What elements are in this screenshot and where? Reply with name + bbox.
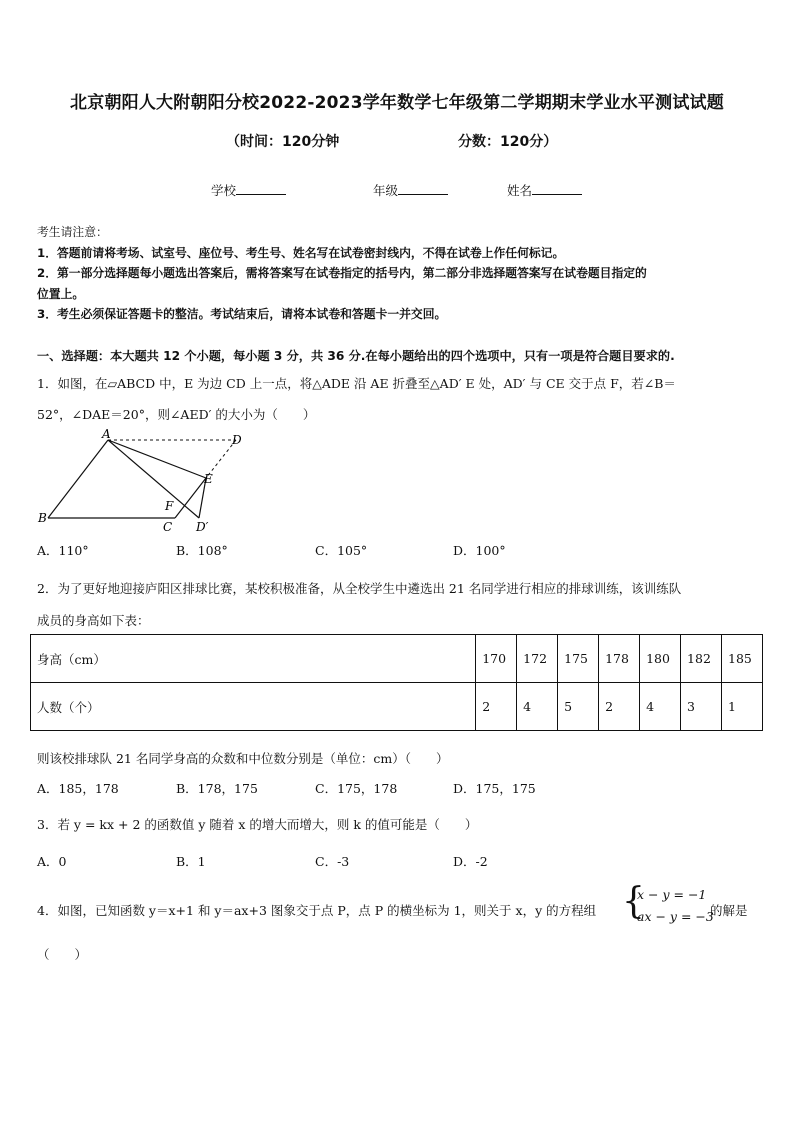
grade-blank[interactable] [398,182,448,195]
table-cell: 175 [558,635,599,683]
table-cell: 170 [476,635,517,683]
table-cell: 2 [599,683,640,731]
equation-1: x − y = −1 [637,887,707,902]
table-cell: 3 [681,683,722,731]
table-cell-header: 人数（个） [31,683,476,731]
q1-option-d[interactable]: D．100° [453,543,506,558]
q1-text-line1: 1．如图，在▱ABCD 中，E 为边 CD 上一点，将△ADE 沿 AE 折叠至△AD′ E 处，AD′ 与 CE 交于点 F，若∠B＝ [37,376,676,391]
notice-item: 位置上。 [37,286,85,301]
q2-question: 则该校排球队 21 名同学身高的众数和中位数分别是（单位：cm）（ ） [37,751,449,766]
edge-ab [48,440,108,518]
label-f: F [165,499,174,513]
q3-option-a[interactable]: A．0 [37,854,67,869]
school-label: 学校 [211,183,237,198]
q1-option-c[interactable]: C．105° [315,543,368,558]
q2-option-d[interactable]: D．175，175 [453,781,536,796]
q2-option-b[interactable]: B．178，175 [176,781,258,796]
label-c: C [163,520,173,534]
q4-text-line1: 4．如图，已知函数 y＝x+1 和 y＝ax+3 图象交于点 P，点 P 的横坐标为 1，则关于 x，y 的方程组 [37,903,597,918]
table-cell: 1 [722,683,763,731]
table-cell: 2 [476,683,517,731]
table-cell: 185 [722,635,763,683]
school-blank[interactable] [236,182,286,195]
label-e: E [204,472,213,486]
q1-parallelogram-figure [36,428,256,538]
name-blank[interactable] [532,182,582,195]
equation-system [637,884,714,928]
table-row [31,635,763,683]
q3-option-b[interactable]: B．1 [176,854,206,869]
q1-option-a[interactable]: A．110° [37,543,89,558]
name-label: 姓名 [507,183,533,198]
q4-text-tail: 的解是 [710,903,748,918]
grade-label: 年级 [373,183,399,198]
table-cell-header: 身高（cm） [31,635,476,683]
table-row [31,683,763,731]
q2-option-c[interactable]: C．175，178 [315,781,398,796]
name-field [507,181,582,199]
notice-block [37,222,762,325]
section-heading: 一、选择题：本大题共 12 个小题，每小题 3 分，共 36 分.在每小题给出的四个选项中，只有一项是符合题目要求的. [37,349,675,363]
equation-brace: { [622,881,645,922]
notice-heading: 考生请注意： [37,225,108,239]
q4-text-line2: （ ） [37,947,88,962]
school-field [211,181,286,199]
table-cell: 172 [517,635,558,683]
table-cell: 4 [640,683,681,731]
table-cell: 5 [558,683,599,731]
edge-ec [175,478,206,518]
label-d-prime: D′ [196,520,209,534]
notice-item: 3．考生必须保证答题卡的整洁。考试结束后，请将本试卷和答题卡一并交回。 [37,307,447,321]
edge-ad-prime [108,440,199,518]
table-cell: 178 [599,635,640,683]
q2-option-a[interactable]: A．185，178 [37,781,119,796]
q3-option-d[interactable]: D．-2 [453,854,488,869]
exam-score: 分数：120分） [458,134,558,150]
grade-field [373,181,448,199]
q2-text-line1: 2．为了更好地迎接庐阳区排球比赛，某校积极准备，从全校学生中遴选出 21 名同学进行相应的排球训练，该训练队 [37,581,682,596]
q1-text-line2: 52°，∠DAE＝20°，则∠AED′ 的大小为（ ） [37,407,316,422]
label-d: D [232,433,242,447]
page-title: 北京朝阳人大附朝阳分校2022-2023学年数学七年级第二学期期末学业水平测试试题 [70,93,724,113]
equation-2: ax − y = −3 [637,909,714,924]
table-cell: 180 [640,635,681,683]
fold-line-ae [108,440,206,478]
notice-item: 2．第一部分选择题每小题选出答案后，需将答案写在试卷指定的括号内，第二部分非选择题答案写在试卷题目指定的 [37,266,647,280]
exam-time: （时间：120分钟 [226,134,340,150]
label-a: A [102,428,111,441]
notice-item: 1．答题前请将考场、试室号、座位号、考生号、姓名写在试卷密封线内，不得在试卷上作任何标记。 [37,245,565,260]
q3-option-c[interactable]: C．-3 [315,854,350,869]
height-table [30,634,763,731]
table-cell: 182 [681,635,722,683]
q3-text: 3．若 y = kx + 2 的函数值 y 随着 x 的增大而增大，则 k 的值可能是（ ） [37,817,478,832]
q2-text-line2: 成员的身高如下表： [37,613,150,628]
q1-option-b[interactable]: B．108° [176,543,228,558]
label-b: B [38,511,47,525]
table-cell: 4 [517,683,558,731]
